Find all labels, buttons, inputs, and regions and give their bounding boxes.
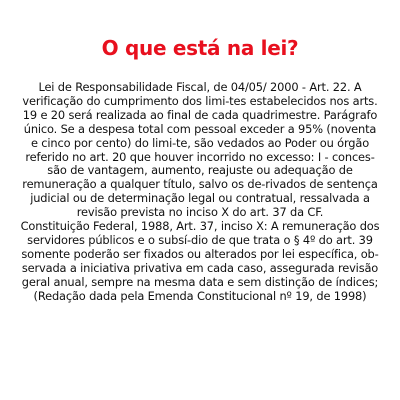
law-text [20,81,380,304]
constitution-paragraph: Constituição Federal, 1988, Art. 37, inciso X: A remuneração dos servidores públicos e o subsí-dio de que trata o § 4º do art. 39 somente poderão ser fixados ou alterados por lei específica, ob-servada a iniciativa privativa em cada caso, assegurada revisão geral anual, sempre na mesma data e sem distinção de índices; (Redação dada pela Emenda Constitucional nº 19, de 1998) [20,219,380,303]
lrf-paragraph: Lei de Responsabilidade Fiscal, de 04/05/ 2000 - Art. 22. A verificação do cumprimento dos limi-tes estabelecidos nos arts. 19 e 20 será realizada ao final de cada quadrimestre. Parágrafo único. Se a despesa total com pessoal exceder a 95% (noventa e cinco por cento) do limi-te, são vedados ao Poder ou órgão referido no art. 20 que houver incorrido no excesso: I - conces-são de vantagem, aumento, reajuste ou adequação de remuneração a qualquer título, salvo os de-rivados de sentença judicial ou de determinação legal ou contratual, ressalvada a revisão prevista no inciso X do art. 37 da CF. [22,80,378,220]
page-title: O que está na lei? [101,36,299,60]
